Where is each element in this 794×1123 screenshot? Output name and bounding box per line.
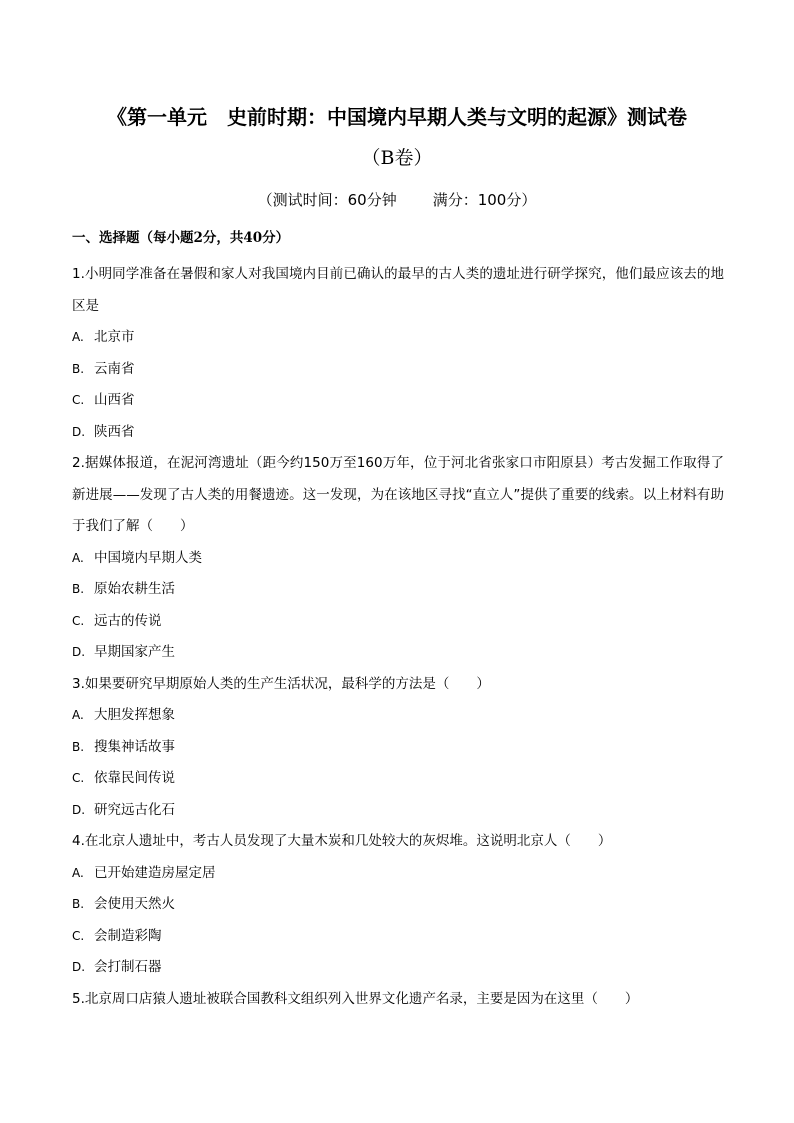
question-item — [72, 259, 724, 448]
option-text: 会使用天然火 — [94, 896, 175, 912]
option-letter: C. — [72, 393, 85, 407]
question-list — [72, 259, 724, 1015]
option-letter: B. — [72, 739, 85, 754]
option-letter: A. — [72, 708, 84, 722]
option-letter: A. — [72, 330, 84, 344]
answer-option — [72, 637, 724, 669]
option-text: 远古的传说 — [94, 612, 162, 629]
answer-option — [72, 417, 724, 449]
exam-info — [0, 188, 794, 212]
page-title-volume: （B卷） — [361, 147, 433, 169]
question-item — [72, 826, 724, 984]
option-letter: B. — [72, 361, 85, 376]
answer-option — [72, 700, 724, 732]
option-letter: D. — [72, 645, 86, 659]
answer-option — [72, 574, 724, 606]
option-letter: C. — [72, 928, 85, 943]
question-stem: 3.如果要研究早期原始人类的生产生活状况，最科学的方法是（ ） — [72, 675, 490, 692]
answer-option — [72, 354, 724, 386]
exam-time: （测试时间：60分钟 — [257, 191, 397, 209]
option-text: 研究远古化石 — [94, 801, 175, 818]
option-text: 搜集神话故事 — [94, 738, 175, 755]
option-text: 依靠民间传说 — [94, 770, 175, 786]
option-letter: D. — [72, 960, 86, 974]
option-letter: A. — [72, 865, 84, 880]
option-text: 大胆发挥想象 — [94, 707, 175, 723]
option-text: 中国境内早期人类 — [94, 549, 202, 566]
option-text: 云南省 — [94, 360, 135, 377]
question-stem: 4.在北京人遗址中，考古人员发现了大量木炭和几处较大的灰烬堆。这说明北京人（ ） — [72, 833, 612, 849]
answer-option — [72, 952, 724, 984]
answer-option — [72, 858, 724, 890]
answer-option — [72, 921, 724, 953]
option-text: 北京市 — [94, 329, 135, 345]
question-item — [72, 448, 724, 669]
option-letter: D. — [72, 424, 86, 439]
option-text: 会打制石器 — [94, 959, 162, 975]
option-letter: D. — [72, 802, 86, 817]
option-text: 已开始建造房屋定居 — [94, 864, 216, 881]
option-letter: B. — [72, 582, 85, 596]
option-text: 陕西省 — [94, 423, 135, 440]
question-stem: 5.北京周口店猿人遗址被联合国教科文组织列入世界文化遗产名录，主要是因为在这里（ ） — [72, 990, 639, 1007]
answer-option — [72, 322, 724, 354]
answer-option — [72, 795, 724, 827]
question-stem: 2.据媒体报道，在泥河湾遗址（距今约150万至160万年，位于河北省张家口市阳原县）考古发掘工作取得了新进展——发现了古人类的用餐遗迹。这一发现，为在该地区寻找“直立人”提供了重要的线索。以上材料有助于我们了解（ ） — [72, 455, 724, 534]
section-heading: 一、选择题（每小题2分，共40分） — [72, 230, 290, 246]
answer-option — [72, 763, 724, 795]
answer-option — [72, 385, 724, 417]
option-text: 原始农耕生活 — [94, 581, 175, 597]
question-item — [72, 984, 724, 1016]
option-letter: A. — [72, 550, 84, 565]
option-text: 山西省 — [94, 392, 135, 408]
option-letter: B. — [72, 897, 85, 911]
answer-option — [72, 889, 724, 921]
question-stem: 1.小明同学准备在暑假和家人对我国境内目前已确认的最早的古人类的遗址进行研学探究，他们最应该去的地区是 — [72, 266, 724, 314]
option-letter: C. — [72, 613, 85, 628]
answer-option — [72, 543, 724, 575]
question-item — [72, 669, 724, 827]
option-text: 早期国家产生 — [94, 644, 175, 660]
option-letter: C. — [72, 771, 85, 785]
answer-option — [72, 732, 724, 764]
page-title: 《第一单元 史前时期：中国境内早期人类与文明的起源》测试卷 — [107, 105, 687, 129]
exam-score: 满分：100分） — [432, 191, 537, 209]
option-text: 会制造彩陶 — [94, 927, 162, 944]
answer-option — [72, 606, 724, 638]
